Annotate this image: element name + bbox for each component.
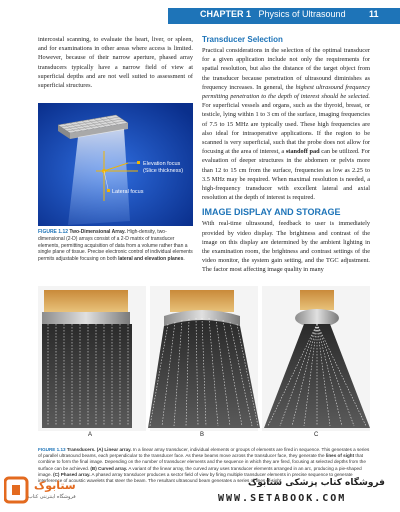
figure-1-12-image — [38, 103, 193, 226]
setabook-logo-mark — [4, 476, 30, 504]
panel-label-c: C — [314, 432, 319, 438]
chapter-title: Physics of Ultrasound — [258, 9, 346, 19]
transducer-selection-heading: Transducer Selection — [202, 35, 283, 44]
page-header — [0, 0, 400, 24]
transducer-selection-paragraph — [202, 46, 370, 202]
f13-text-3: A variant of the linear array, the curved array uses transducer elements arranged in an arc, producing a pie-shaped image. — [38, 465, 362, 477]
page-number: 11 — [369, 9, 379, 19]
transducers-illustration — [38, 286, 370, 431]
ts-bold: standoff pad — [285, 148, 320, 156]
ts-text-3: can be utilized. For evaluation of deeper structures in the abdomen or pelvis more than 12 to 15 cm from the surface, frequencies as low as 2.25 to 3.5 MHz may be required. When maximal resolution is needed, a high-frequency transducer with excellent lateral and axial resolution at the depth of interest is required. — [202, 148, 370, 202]
ts-text-2: For superficial vessels and organs, such as the thyroid, breast, or testicle, lying within 1 to 3 cm of the surface, imaging frequencies of 7.5 to 15 MHz are typically used. These high frequencies are also ideal for intraoperative applications. If the region to be scanned is very superficial, such that the probe does not allow for focusing at the area of interest, a — [202, 102, 370, 156]
figure-1-12-title: Two-Dimensional Array. — [68, 229, 126, 235]
chapter-label: CHAPTER 1 — [200, 9, 252, 19]
store-name: فروشگاه کتاب پزشکی ستابوک — [248, 478, 385, 488]
left-column-paragraph: intercostal scanning, to evaluate the heart, liver, or spleen, and for examinations in other areas where access is limited. However, because of their narrow aperture, phased array transducers typically have a narrow field of view at superficial depths and are not well suited to assessment of superficial structures. — [38, 36, 193, 90]
figure-1-12-text: High-density, two-dimensional (2-D) arrays consist of a 2-D matrix of transducer elements, permitting acquisition of data from a volume rather than a single plane of tissue. Precise electronic control of individual elements permits adjustable focusing on both — [38, 229, 193, 263]
image-display-paragraph: With real-time ultrasound, feedback to user is immediately provided by video display. The brightness and contrast of the image on this display are determined by the ambient lighting in the examination room, the brightness and contrast settings of the video monitor, the system gain setting, and the TGC adjustment. The factor most affecting image quality in many — [202, 220, 370, 274]
two-dimensional-array-diagram — [38, 103, 193, 226]
figure-1-12-bold-end: lateral and elevation planes — [118, 256, 184, 263]
f13-text-4: A phased array transducer produces a sector field of view by firing multiple transducer elements in precise sequence to generate interference of acoustic wavelets that steer the beam. The resultant ultrasound beam generates a series of lines of sight — [38, 471, 353, 484]
figure-1-12-label: FIGURE 1.12 — [38, 229, 69, 235]
f13-bold-2: (B) Curved array. — [90, 465, 128, 471]
slice-thickness-label: (Slice thickness) — [143, 168, 184, 174]
running-title — [200, 9, 346, 19]
figure-1-12-caption — [38, 229, 193, 263]
figure-1-13-title: Transducers. (A) Linear array. — [65, 447, 132, 452]
panel-label-a: A — [88, 432, 93, 438]
ts-text-1: Practical considerations in the selection of the optimal transducer for a given application include not only the requirements for spatial resolution, but also the distance of the target object from the transducer because penetration of ultrasound diminishes as frequency increases. In general, the — [202, 47, 370, 91]
figure-1-12-tail: . — [183, 256, 185, 263]
beam-volume — [68, 129, 130, 225]
f13-text-1: In a linear array transducer, individual elements or groups of elements are fired in sequence. This generates a series of parallel ultrasound beams, each perpendicular to the transducer face. As these beams move across the transducer face, they generate the — [38, 447, 370, 459]
logo-subtitle: فروشگاه اینترنتی کتاب — [28, 494, 76, 500]
f13-bold-1: lines of sight — [325, 453, 355, 459]
figure-1-13-label: FIGURE 1.13 — [38, 447, 66, 452]
figure-1-13 — [38, 286, 370, 441]
ts-italic: highest ultrasound frequency permitting penetration to the depth of interest should be selected. — [202, 83, 370, 101]
logo-text: ستابوک — [34, 479, 76, 492]
image-display-heading: IMAGE DISPLAY AND STORAGE — [202, 207, 341, 218]
setabook-logo — [4, 476, 82, 508]
f13-bold-3: (C) Phased array. — [53, 471, 91, 477]
f13-text-2: that combine to form the final image. Depending on the number of transducer elements and the sequence in which they are fired, focusing at selected depths from the surface can be achieved. — [38, 453, 366, 471]
store-url[interactable]: WWW.SETABOOK.COM — [218, 493, 347, 504]
elevation-focus-label: Elevation focus — [143, 161, 181, 167]
lateral-focus-label: Lateral focus — [112, 189, 144, 195]
right-column — [202, 35, 370, 275]
panel-a-linear-array — [38, 286, 146, 431]
panel-label-b: B — [200, 432, 205, 438]
panel-b-curved-array — [148, 286, 260, 431]
panel-c-phased-array — [262, 286, 370, 431]
